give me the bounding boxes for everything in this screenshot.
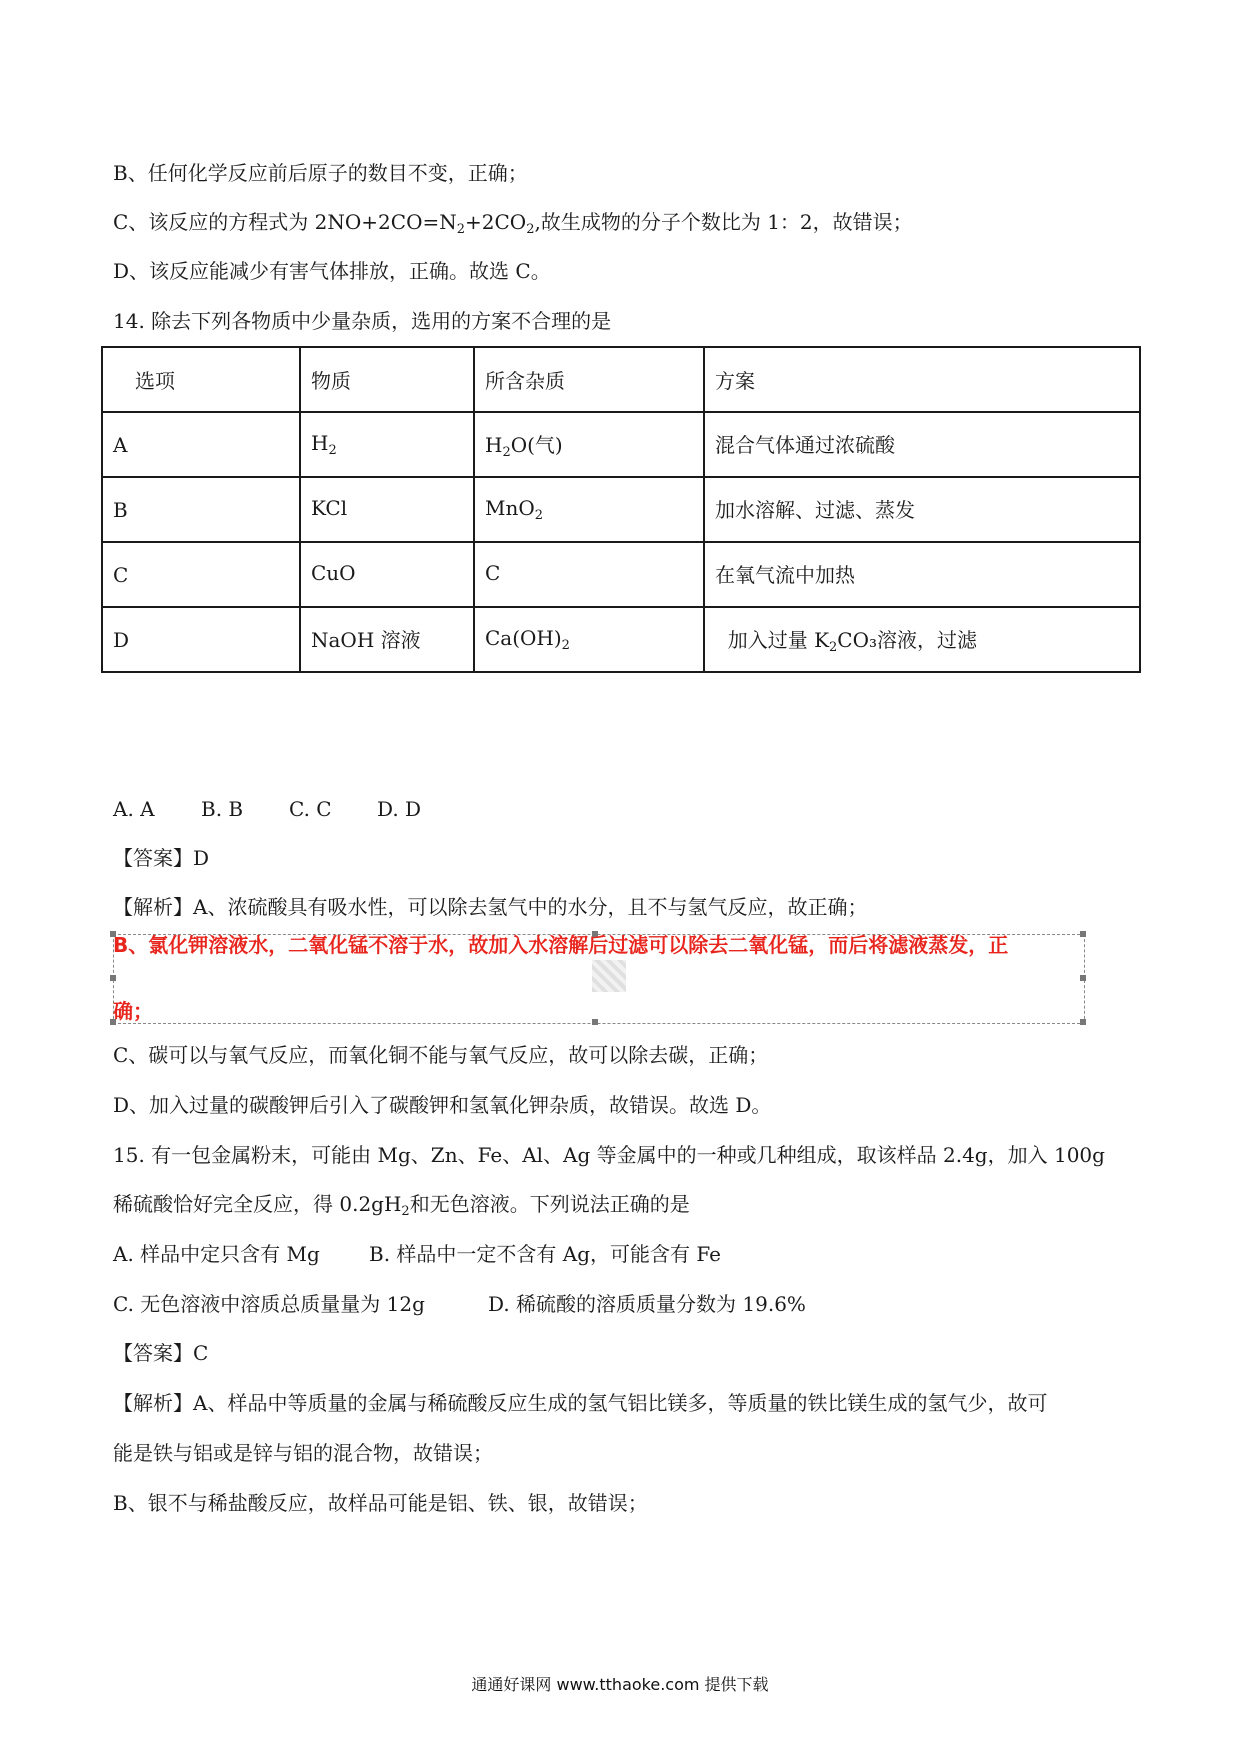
subscript: 2 <box>526 222 535 237</box>
question-15-title: 15. 有一包金属粉末，可能由 Mg、Zn、Fe、Al、Ag 等金属中的一种或几种组成，取该样品 2.4g，加入 100g <box>113 1143 1105 1167</box>
table-row <box>102 477 1140 542</box>
table-cell: NaOH 溶液 <box>300 607 474 672</box>
choice: C. 无色溶液中溶质总质量量为 12g <box>113 1292 425 1316</box>
question-15-text: 稀硫酸恰好完全反应，得 $0.2gH_2$和无色溶液。下列说法正确的是 <box>113 1192 690 1219</box>
choice: D. D <box>377 797 422 821</box>
analysis-line: D、加入过量的碳酸钾后引入了碳酸钾和氢氧化钾杂质，故错误。故选 D。 <box>113 1093 772 1117</box>
analysis-line: 能是铁与铝或是锌与铝的混合物，故错误； <box>113 1441 493 1465</box>
table-header-cell: 方案 <box>704 347 1140 412</box>
analysis-line: C、碳可以与氧气反应，而氧化铜不能与氧气反应，故可以除去碳，正确； <box>113 1043 769 1067</box>
table-cell: KCl <box>300 477 474 542</box>
subscript: 2 <box>456 222 466 237</box>
table-row <box>102 412 1140 477</box>
choice: D. 稀硫酸的溶质质量分数为 19.6% <box>488 1292 806 1316</box>
table-cell: 混合气体通过浓硫酸 <box>704 412 1140 477</box>
answer-line: 【答案】C <box>113 1341 209 1365</box>
table-cell: MnO$_2$ <box>474 477 704 542</box>
question-14-title: 14. 除去下列各物质中少量杂质，选用的方案不合理的是 <box>113 309 612 333</box>
table-cell: D <box>102 607 300 672</box>
text-fragment: C、该反应的方程式为 2NO+2CO=N <box>113 210 457 234</box>
table-cell: CuO <box>300 542 474 607</box>
choice: B. 样品中一定不含有 Ag，可能含有 Fe <box>369 1242 721 1266</box>
table-header-cell: 所含杂质 <box>474 347 704 412</box>
table-cell: B <box>102 477 300 542</box>
table-cell: 加水溶解、过滤、蒸发 <box>704 477 1140 542</box>
text-fragment: ,故生成物的分子个数比为 1：2，故错误； <box>534 210 913 234</box>
answer-line: 【答案】D <box>113 846 210 870</box>
highlighted-analysis-b <box>113 930 1088 1026</box>
choice: C. C <box>289 797 332 821</box>
text-fragment: +2CO <box>465 210 527 234</box>
page-footer: 通通好课网 www.tthaoke.com 提供下载 <box>471 1675 769 1694</box>
text-line-equation <box>113 208 913 244</box>
table-cell: C <box>474 542 704 607</box>
table-cell: C <box>102 542 300 607</box>
analysis-line: B、银不与稀盐酸反应，故样品可能是铝、铁、银，故错误； <box>113 1491 648 1515</box>
table-row <box>102 542 1140 607</box>
table-cell: 在氧气流中加热 <box>704 542 1140 607</box>
analysis-line: 【解析】A、样品中等质量的金属与稀硫酸反应生成的氢气铝比镁多，等质量的铁比镁生成的氢气少，故可 <box>113 1391 1048 1415</box>
choice: B. B <box>201 797 244 821</box>
highlighted-line: 确； <box>113 999 153 1023</box>
table-row <box>102 607 1140 672</box>
choice: A. 样品中定只含有 Mg <box>113 1242 320 1266</box>
choice: A. A <box>113 797 155 821</box>
options-table <box>101 346 1141 673</box>
table-cell: $H_2O$(气) <box>474 412 704 477</box>
table-cell: $Ca(OH)_2$ <box>474 607 704 672</box>
text-line: B、任何化学反应前后原子的数目不变，正确； <box>113 161 528 185</box>
table-header-cell: 物质 <box>300 347 474 412</box>
table-cell: 加入过量 $K_2CO_3$溶液，过滤 <box>704 607 1140 672</box>
highlighted-line: B、氯化钾溶液水，二氧化锰不溶于水，故加入水溶解后过滤可以除去二氧化锰，而后将滤液蒸发，正 <box>113 933 1009 957</box>
analysis-line: 【解析】A、浓硫酸具有吸水性，可以除去氢气中的水分，且不与氢气反应，故正确； <box>113 895 868 919</box>
question-14-choices <box>113 795 421 823</box>
table-cell: A <box>102 412 300 477</box>
question-15-choices-ab <box>113 1240 721 1268</box>
table-cell: $H_2$ <box>300 412 474 477</box>
question-15-choices-cd <box>113 1290 806 1318</box>
text-line: D、该反应能减少有害气体排放，正确。故选 C。 <box>113 259 551 283</box>
table-header-row <box>102 347 1140 412</box>
table-header-cell: 选项 <box>102 347 300 412</box>
